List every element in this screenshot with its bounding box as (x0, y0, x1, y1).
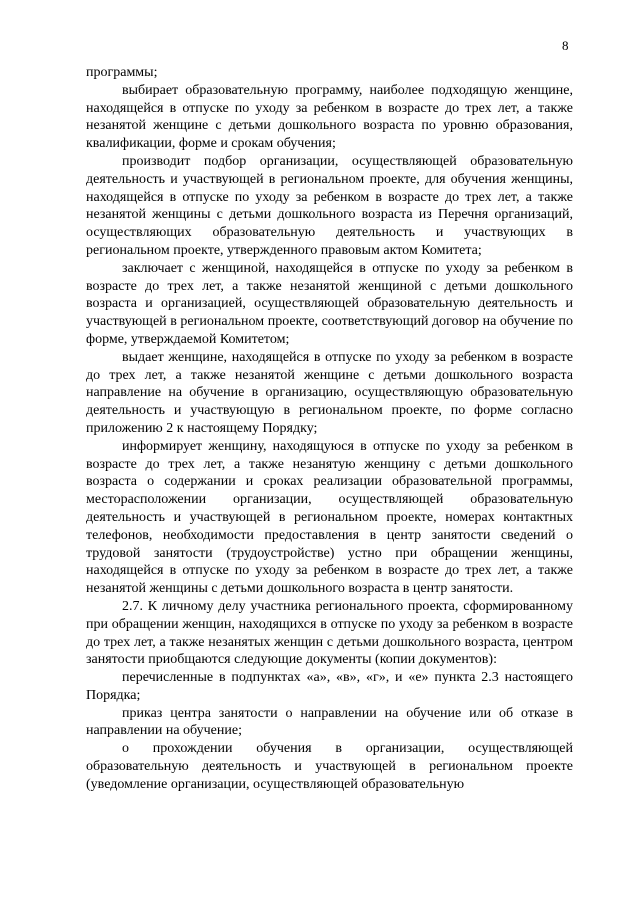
page-number: 8 (562, 38, 569, 53)
paragraph: программы; (86, 65, 158, 80)
body-text (86, 64, 573, 794)
paragraph: информирует женщину, находящуюся в отпуске по уходу за ребенком в возрасте до трех лет, а также незанятую женщину с детьми дошкольного возраста о содержании и сроках реализации образовательной программы, месторасположении организации, осуществляющей образовательную деятельность и участвующей в региональном проекте, номерах контактных телефонов, необходимости предоставления в центр занятости сведений о трудовой занятости (трудоустройстве) устно при обращении женщины, находящейся в отпуске по уходу за ребенком в возрасте до трех лет, а также незанятой женщины с детьми дошкольного возраста в центр занятости. (86, 438, 573, 597)
paragraph: перечисленные в подпунктах «а», «в», «г», и «е» пункта 2.3 настоящего Порядка; (86, 670, 573, 703)
paragraph: выдает женщине, находящейся в отпуске по уходу за ребенком в возрасте до трех лет, а также незанятой женщине с детьми дошкольного возраста направление на обучение в организацию, осуществляющую образовательную деятельность и участвующую в региональном проекте, по форме согласно приложению 2 к настоящему Порядку; (86, 349, 573, 436)
section-paragraph: 2.7. К личному делу участника регионального проекта, сформированному при обращении женщин, находящихся в отпуске по уходу за ребенком в возрасте до трех лет, а также незанятых женщин с детьми дошкольного возраста, центром занятости приобщаются следующие документы (копии документов): (86, 598, 573, 668)
paragraph: приказ центра занятости о направлении на обучение или об отказе в направлении на обучение; (86, 705, 573, 739)
paragraph: выбирает образовательную программу, наиболее подходящую женщине, находящейся в отпуске по уходу за ребенком в возрасте до трех лет, а также незанятой женщине с детьми дошкольного возраста по уровню образования, квалификации, форме и срокам обучения; (86, 82, 573, 152)
paragraph: о прохождении обучения в организации, осуществляющей образовательную деятельность и участвующей в региональном проекте (уведомление организации, осуществляющей образовательную (86, 741, 573, 792)
paragraph: производит подбор организации, осуществляющей образовательную деятельность и участвующей в региональном проекте, для обучения женщины, находящейся в отпуске по уходу за ребенком в возрасте до трех лет, а также незанятой женщины с детьми дошкольного возраста из Перечня организаций, осуществляющих образовательную деятельность и участвующих в региональном проекте, утвержденного правовым актом Комитета; (86, 153, 573, 258)
paragraph: заключает с женщиной, находящейся в отпуске по уходу за ребенком в возрасте до трех лет, а также незанятой женщиной с детьми дошкольного возраста и организацией, осуществляющей образовательную деятельность и участвующей в региональном проекте, соответствующий договор на обучение по форме, утверждаемой Комитетом; (86, 260, 573, 347)
